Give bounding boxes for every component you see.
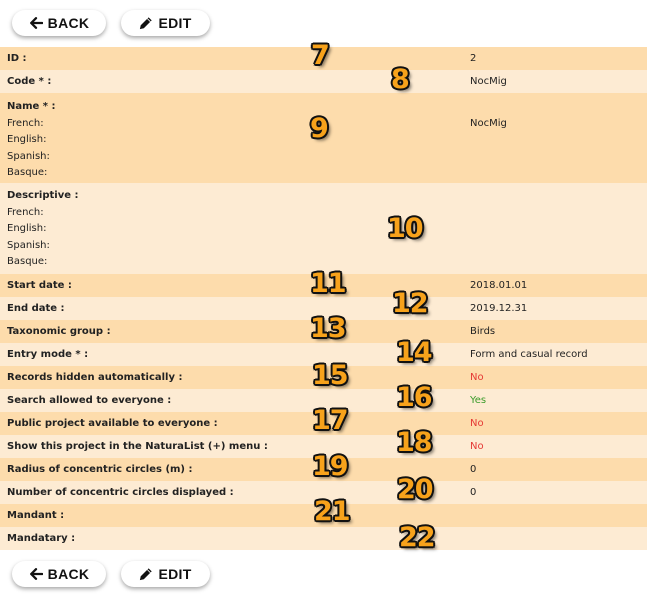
circles-count-label: Number of concentric circles displayed : — [7, 487, 234, 498]
code-label: Code * : — [7, 76, 52, 87]
back-button[interactable] — [12, 10, 106, 36]
annotation-marker: 10 — [387, 213, 423, 244]
edit-button-label: EDIT — [158, 15, 192, 31]
search-allowed-label: Search allowed to everyone : — [7, 395, 172, 406]
start-date-label: Start date : — [7, 280, 72, 291]
entry-mode-label: Entry mode * : — [7, 349, 89, 360]
annotation-marker: 13 — [310, 313, 346, 344]
show-in-menu-label: Show this project in the NaturaList (+) menu : — [7, 441, 268, 452]
name-lang-spanish: Spanish: — [7, 150, 50, 162]
annotation-marker: 18 — [396, 427, 432, 458]
annotation-marker: 16 — [396, 382, 432, 413]
row-mandatary — [0, 527, 647, 550]
annotation-marker: 12 — [392, 288, 428, 319]
show-in-menu-value: No — [470, 441, 484, 452]
row-code — [0, 70, 647, 93]
records-hidden-value: No — [470, 372, 484, 383]
edit-button-label: EDIT — [158, 566, 192, 582]
name-lang-basque: Basque: — [7, 167, 48, 179]
annotation-marker: 20 — [397, 474, 433, 505]
back-button-label: BACK — [47, 15, 90, 31]
descriptive-label: Descriptive : — [7, 190, 79, 201]
name-lang-french: French: — [7, 117, 44, 129]
entry-mode-value: Form and casual record — [470, 349, 588, 360]
annotation-marker: 22 — [399, 522, 435, 553]
annotation-marker: 11 — [310, 268, 346, 299]
annotation-marker: 19 — [312, 451, 348, 482]
id-label: ID : — [7, 53, 27, 64]
radius-value: 0 — [470, 464, 477, 475]
edit-button[interactable] — [121, 10, 210, 36]
descriptive-lang-basque: Basque: — [7, 256, 48, 268]
descriptive-lang-spanish: Spanish: — [7, 239, 50, 251]
pencil-icon — [139, 567, 153, 581]
end-date-value: 2019.12.31 — [470, 303, 528, 314]
bottom-button-bar — [0, 551, 647, 599]
edit-button-bottom[interactable] — [121, 561, 210, 587]
annotation-marker: 9 — [310, 113, 328, 144]
taxonomic-group-value: Birds — [470, 326, 496, 337]
annotation-marker: 15 — [312, 360, 348, 391]
row-descriptive — [0, 183, 647, 274]
end-date-label: End date : — [7, 303, 65, 314]
name-lang-english: English: — [7, 134, 47, 146]
back-button-label: BACK — [47, 566, 90, 582]
search-allowed-value: Yes — [470, 395, 487, 406]
id-value: 2 — [470, 53, 477, 64]
records-hidden-label: Records hidden automatically : — [7, 372, 183, 383]
annotation-marker: 14 — [396, 337, 432, 368]
public-project-label: Public project available to everyone : — [7, 418, 218, 429]
name-label: Name * : — [7, 101, 56, 112]
arrow-left-icon — [29, 16, 43, 30]
radius-label: Radius of concentric circles (m) : — [7, 464, 193, 475]
mandant-label: Mandant : — [7, 510, 65, 521]
descriptive-lang-english: English: — [7, 223, 47, 235]
mandatary-label: Mandatary : — [7, 533, 76, 544]
taxonomic-group-label: Taxonomic group : — [7, 326, 111, 337]
arrow-left-icon — [29, 567, 43, 581]
annotation-marker: 7 — [311, 40, 329, 71]
back-button-bottom[interactable] — [12, 561, 106, 587]
annotation-marker: 17 — [312, 405, 348, 436]
name-value: NocMig — [470, 117, 507, 129]
descriptive-lang-french: French: — [7, 206, 44, 218]
annotation-marker: 21 — [314, 496, 350, 527]
circles-count-value: 0 — [470, 487, 477, 498]
pencil-icon — [139, 16, 153, 30]
code-value: NocMig — [470, 76, 507, 87]
public-project-value: No — [470, 418, 484, 429]
annotation-marker: 8 — [391, 64, 409, 95]
start-date-value: 2018.01.01 — [470, 280, 528, 291]
